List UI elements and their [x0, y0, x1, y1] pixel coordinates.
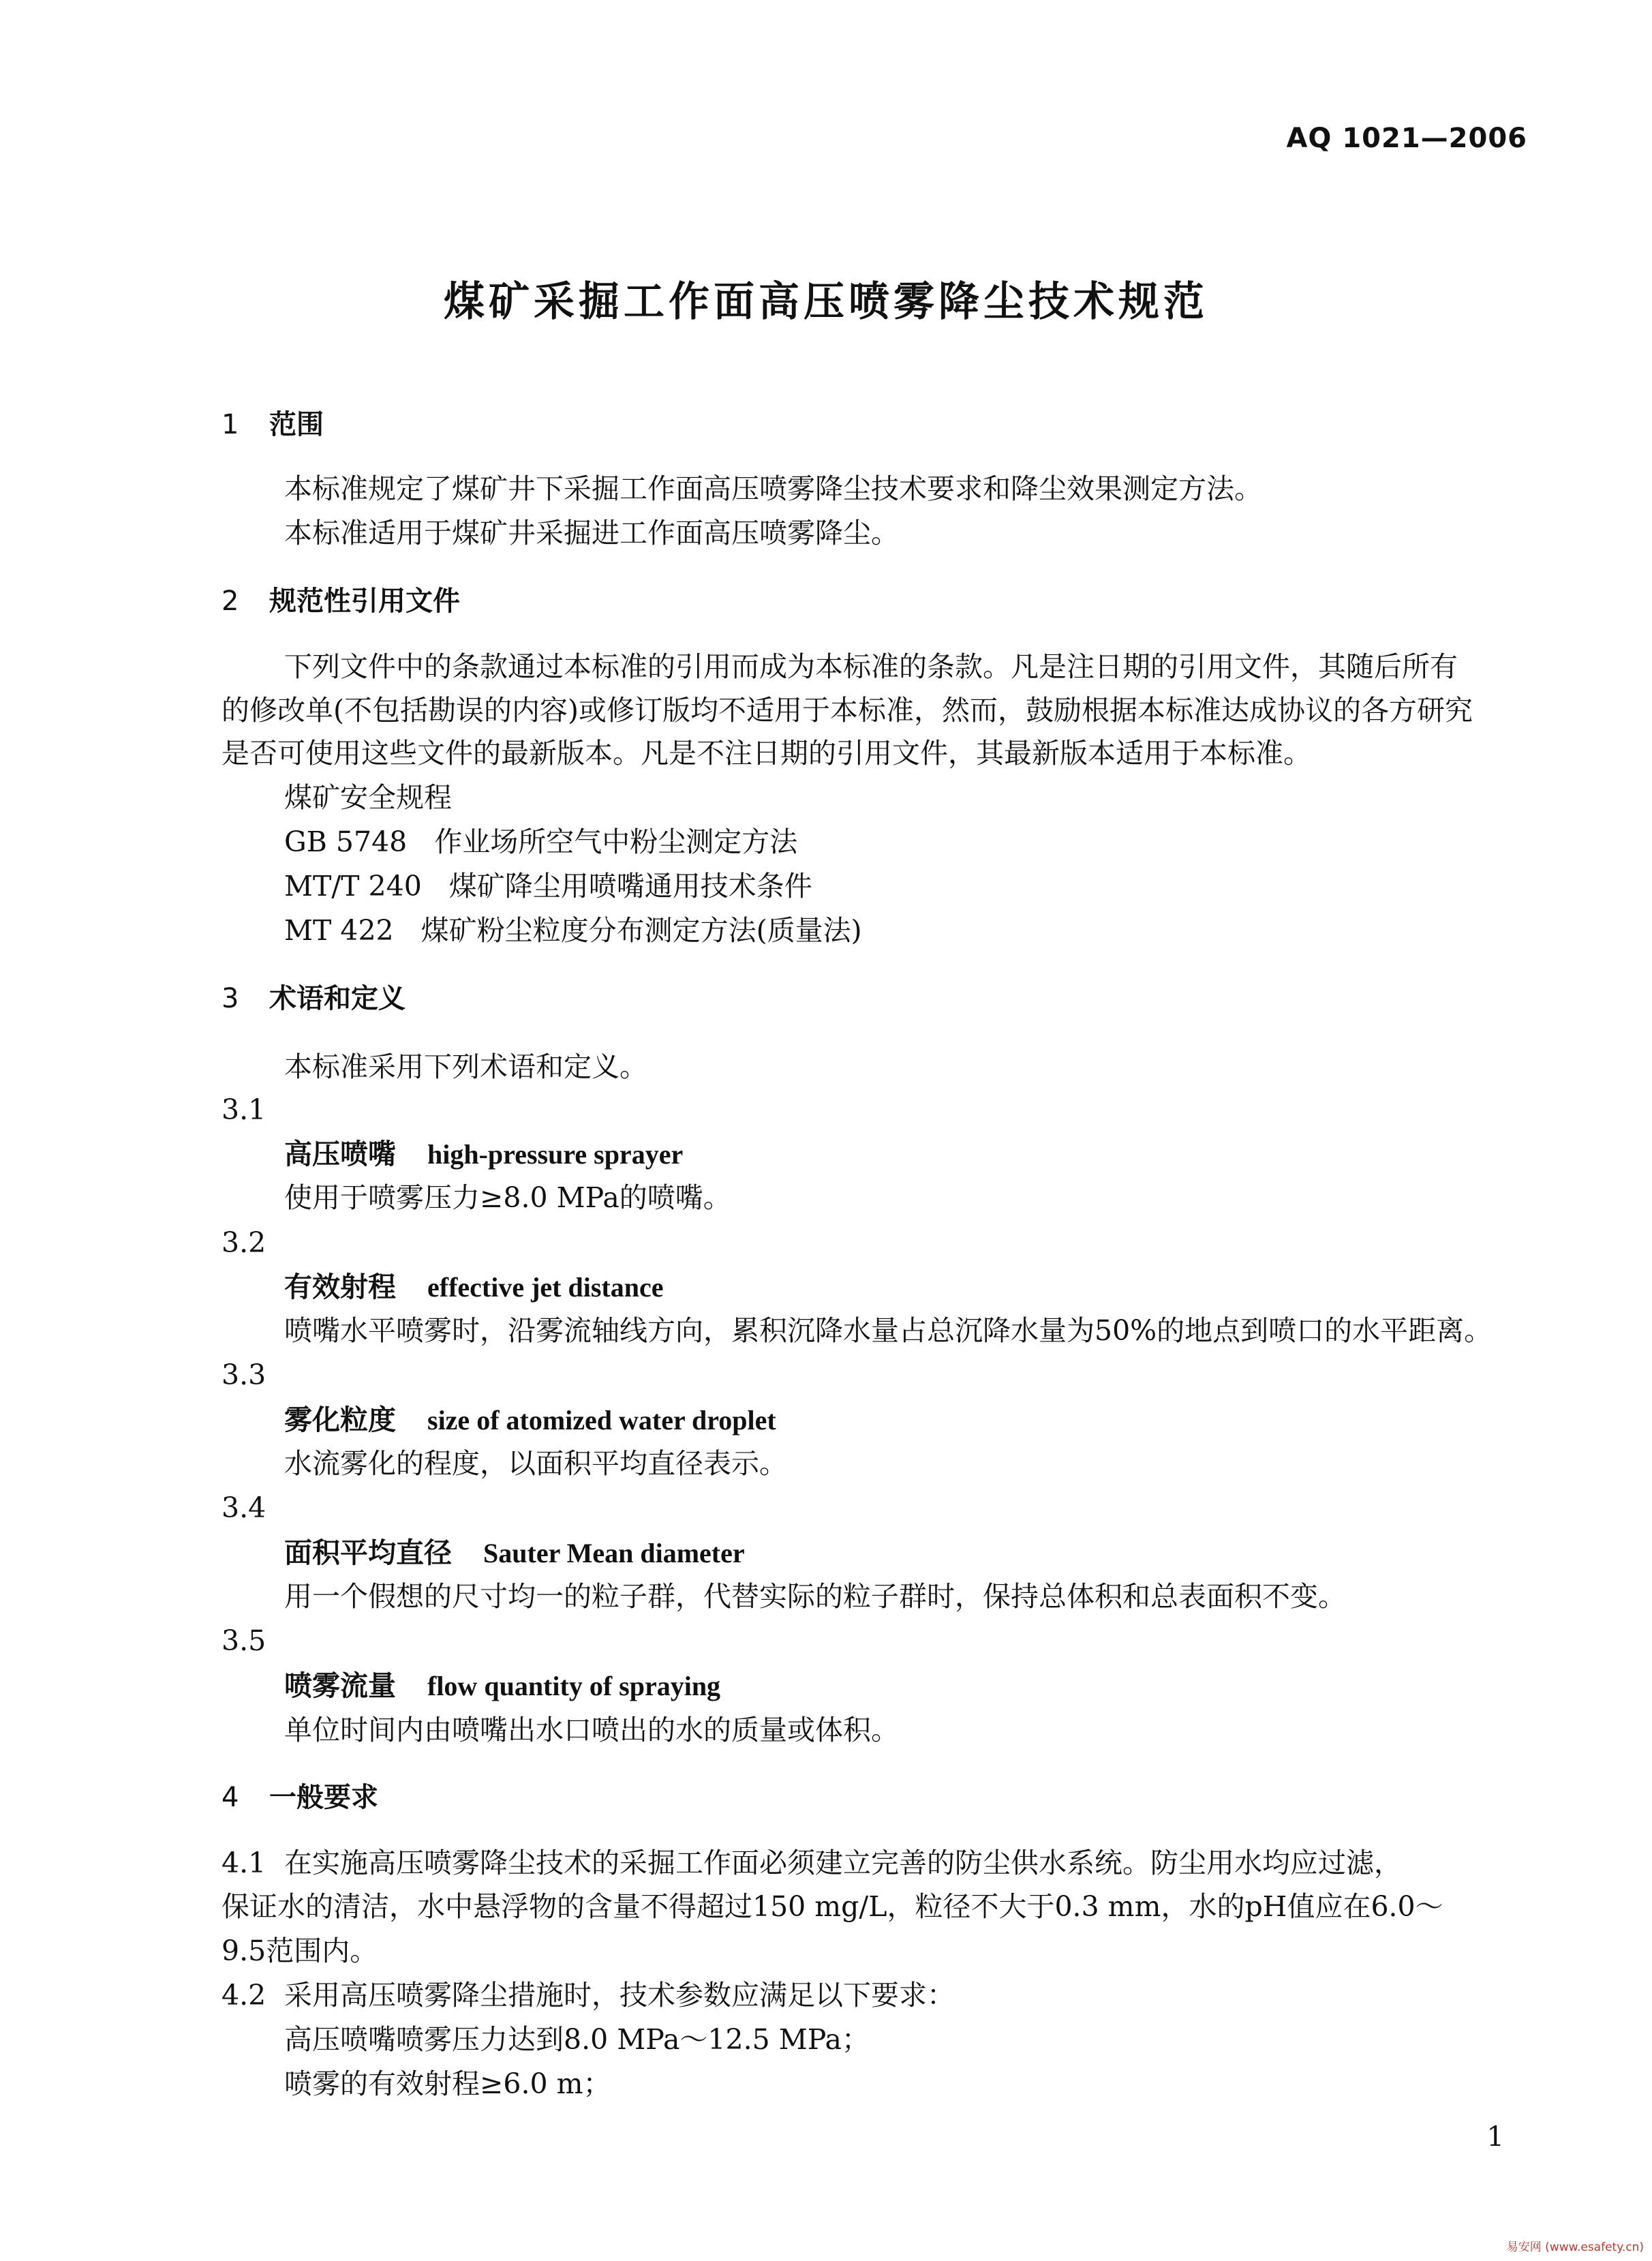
- term-number: 3.1: [221, 1093, 266, 1126]
- term-chinese: 喷雾流量: [284, 1669, 396, 1702]
- clause-number: 4.1: [221, 1847, 266, 1879]
- term-chinese: 有效射程: [284, 1271, 396, 1303]
- clause-number: 4.2: [221, 1979, 266, 2012]
- term-entry: [284, 1536, 745, 1569]
- section-1-heading: [221, 411, 324, 438]
- section-4-heading: [221, 1784, 378, 1811]
- reference-item: [284, 825, 798, 858]
- section-title: 范围: [269, 409, 324, 440]
- reference-title: 煤矿降尘用喷嘴通用技术条件: [448, 870, 812, 902]
- term-definition: 喷嘴水平喷雾时，沿雾流轴线方向，累积沉降水量占总沉降水量为50%的地点到喷口的水平距离。: [284, 1314, 1493, 1347]
- requirement-item: 高压喷嘴喷雾压力达到8.0 MPa～12.5 MPa；: [284, 2023, 870, 2056]
- section-title: 规范性引用文件: [269, 586, 460, 617]
- term-definition: 用一个假想的尺寸均一的粒子群，代替实际的粒子群时，保持总体积和总表面积不变。: [284, 1580, 1346, 1613]
- section-2-heading: [221, 588, 460, 615]
- reference-title: 煤矿粉尘粒度分布测定方法(质量法): [420, 914, 862, 947]
- term-number: 3.4: [221, 1491, 266, 1524]
- clause-4-1: [221, 1849, 1402, 1877]
- document-title: 煤矿采掘工作面高压喷雾降尘技术规范: [444, 278, 1208, 326]
- term-english: high-pressure sprayer: [427, 1139, 684, 1170]
- reference-item: [284, 781, 452, 814]
- reference-title: 煤矿安全规程: [284, 781, 452, 814]
- term-entry: [284, 1669, 721, 1702]
- term-english: Sauter Mean diameter: [483, 1538, 745, 1568]
- section-number: 3: [221, 983, 239, 1014]
- term-number: 3.5: [221, 1624, 266, 1657]
- clause-line: 在实施高压喷雾降尘技术的采掘工作面必须建立完善的防尘供水系统。防尘用水均应过滤，: [284, 1847, 1402, 1879]
- paragraph: 本标准采用下列术语和定义。: [284, 1050, 647, 1083]
- page-number: 1: [1486, 2121, 1504, 2153]
- term-english: flow quantity of spraying: [427, 1671, 721, 1701]
- section-title: 术语和定义: [269, 983, 406, 1014]
- term-definition: 单位时间内由喷嘴出水口喷出的水的质量或体积。: [284, 1714, 899, 1746]
- clause-line: 保证水的清洁，水中悬浮物的含量不得超过150 mg/L，粒径不大于0.3 mm，水的pH值应在6.0～: [221, 1890, 1443, 1923]
- paragraph-line: 下列文件中的条款通过本标准的引用而成为本标准的条款。凡是注日期的引用文件，其随后所有: [284, 650, 1458, 683]
- term-chinese: 面积平均直径: [284, 1536, 452, 1569]
- term-english: size of atomized water droplet: [427, 1405, 776, 1436]
- paragraph: 本标准规定了煤矿井下采掘工作面高压喷雾降尘技术要求和降尘效果测定方法。: [284, 472, 1262, 505]
- term-number: 3.3: [221, 1359, 266, 1391]
- term-entry: [284, 1140, 683, 1168]
- reference-code: MT/T 240: [284, 870, 422, 902]
- term-definition: 使用于喷雾压力≥8.0 MPa的喷嘴。: [284, 1181, 731, 1214]
- site-watermark: 易安网 (www.esafety.cn): [1506, 2241, 1644, 2254]
- clause-4-2: [221, 1979, 955, 2012]
- reference-code: MT 422: [284, 914, 394, 947]
- paragraph: 本标准适用于煤矿井采掘进工作面高压喷雾降尘。: [284, 517, 899, 549]
- section-number: 1: [221, 409, 239, 440]
- term-entry: [284, 1273, 663, 1301]
- clause-text: 采用高压喷雾降尘措施时，技术参数应满足以下要求：: [284, 1979, 955, 2012]
- term-english: effective jet distance: [427, 1272, 664, 1303]
- term-definition: 水流雾化的程度，以面积平均直径表示。: [284, 1447, 787, 1480]
- section-title: 一般要求: [269, 1782, 378, 1813]
- term-chinese: 高压喷嘴: [284, 1138, 396, 1170]
- section-3-heading: [221, 985, 406, 1012]
- section-number: 2: [221, 586, 239, 617]
- clause-line: 9.5范围内。: [221, 1934, 378, 1967]
- term-chinese: 雾化粒度: [284, 1403, 396, 1436]
- reference-item: [284, 914, 862, 947]
- reference-code: GB 5748: [284, 825, 408, 858]
- paragraph-line: 是否可使用这些文件的最新版本。凡是不注日期的引用文件，其最新版本适用于本标准。: [221, 737, 1311, 770]
- requirement-item: 喷雾的有效射程≥6.0 m；: [284, 2067, 611, 2100]
- section-number: 4: [221, 1782, 239, 1813]
- reference-title: 作业场所空气中粉尘测定方法: [434, 825, 798, 858]
- reference-item: [284, 872, 812, 900]
- paragraph-line: 的修改单(不包括勘误的内容)或修订版均不适用于本标准，然而，鼓励根据本标准达成协议的各方研究: [221, 694, 1473, 727]
- term-number: 3.2: [221, 1226, 266, 1259]
- term-entry: [284, 1403, 776, 1436]
- standard-code: AQ 1021—2006: [1286, 123, 1527, 154]
